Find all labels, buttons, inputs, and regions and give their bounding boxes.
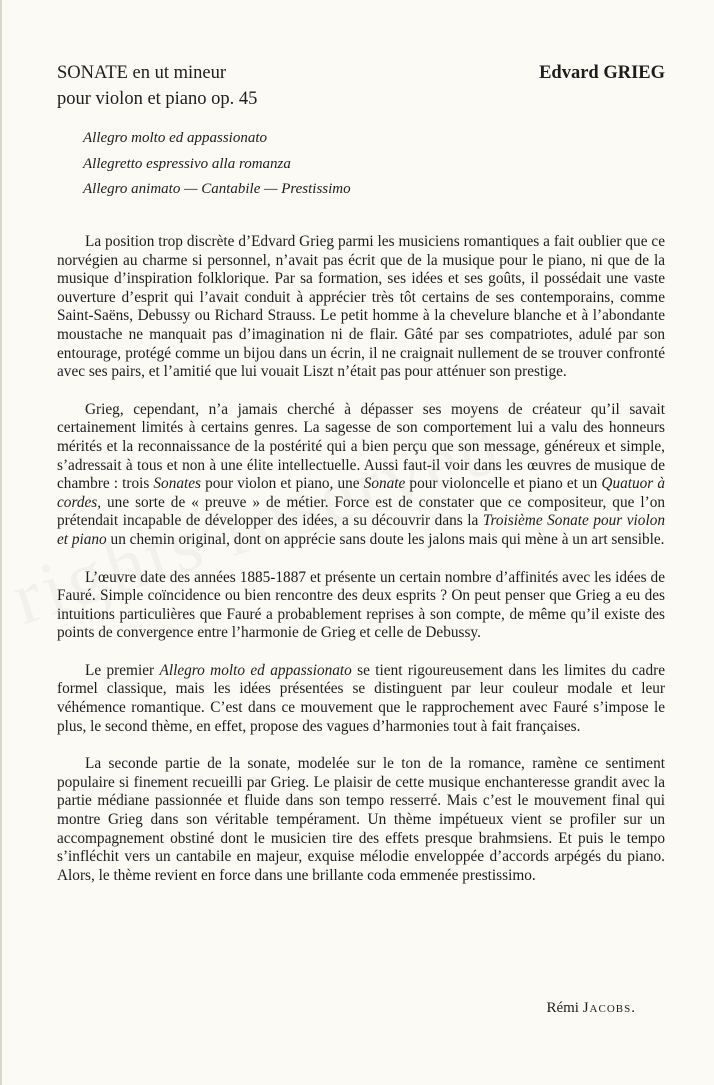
movement-1: Allegro molto ed appassionato xyxy=(83,130,268,146)
paragraph-3: L’œuvre date des années 1885-1887 et présente un certain nombre d’affinités avec les idées de Fauré. Simple coïncidence ou bien rencontre des deux esprits ? On peut penser que Grieg a eu des intuitions particulières que Fauré a probablement reprises à son compte, de même qu’il existe des points de convergence entre l’harmonie de Grieg et celle de Debussy. xyxy=(57,568,665,642)
movement-list xyxy=(83,126,351,203)
paragraph-1: La position trop discrète d’Edvard Grieg parmi les musiciens romantiques a fait oublier que ce norvégien au charme si personnel, n’avait pas écrit que de la musique pour le piano, ni que de la musique d’inspiration folklorique. Par sa formation, ses idées et ses goûts, il possédait une vaste ouverture d’esprit qui l’avait conduit à apprécier très tôt certains de ses contemporains, comme Saint-Saëns, Debussy ou Richard Strauss. Le petit homme à la chevelure blanche et à l’abondante moustache ne manquait pas d’imagination ni de flair. Gâté par ses compatriotes, adulé par son entourage, protégé comme un bijou dans un écrin, il ne craignait nullement de se trouver confronté avec ses pairs, et l’amitié que lui vouait Liszt n’était pas pour atténuer son prestige. xyxy=(57,233,665,381)
paragraph-2-text: une sorte de « preuve » de métier. Force est de constater que ce compositeur, que l’on prétendait incapable de développer des idées, a su découvrir dans la xyxy=(57,493,665,530)
work-title-line-2: pour violon et piano op. 45 xyxy=(57,89,258,109)
paragraph-2-text: pour violon et piano, une xyxy=(201,475,364,493)
movement-2: Allegretto espressivo alla romanza xyxy=(83,155,291,172)
paragraph-5: La seconde partie de la sonate, modelée sur le ton de la romance, ramène ce sentiment populaire si finement recueilli par Grieg. Le plaisir de cette musique enchanteresse grandit avec la partie médiane passionnée et fluide dans son tempo resserré. Mais c’est le mouvement final qui montre Grieg dans son véritable tempérament. Un thème impétueux vient se profiler sur un accompagnement obstiné dont le musicien tire des effets presque brahmsiens. Et puis le tempo s’infléchit vers un cantabile en majeur, exquise mélodie enveloppée d’accords arpégés du piano. Alors, le thème revient en force dans une brillante coda emmenée prestissimo. xyxy=(57,755,665,884)
author-signature xyxy=(546,1000,636,1017)
composer-name: Edvard GRIEG xyxy=(539,63,665,83)
author-last-name: Jacobs. xyxy=(582,1000,636,1016)
paragraph-2-text: Grieg, cependant, n’a jamais cherché à dépasser ses moyens de créateur qu’il savait certainement limités à certains genres. La sagesse de son comportement lui a valu des honneurs mérités et la reconnaissance de la postérité qui a bien perçu que son message, généreux et simple, s’adressait à tous et non à une élite intellectuelle. Aussi faut-il voir dans les œuvres de musique de chambre : trois xyxy=(57,400,665,493)
header xyxy=(57,60,665,116)
paragraph-2-italic-sonate: Sonate xyxy=(363,475,406,493)
paragraph-4-italic-allegro: Allegro molto ed appassionato xyxy=(159,661,352,679)
work-title xyxy=(57,60,257,112)
paragraph-2-text: pour violoncelle et piano et un xyxy=(405,475,602,493)
paragraph-4 xyxy=(57,662,665,736)
paragraph-2 xyxy=(57,401,665,550)
paragraph-4-text: Le premier xyxy=(85,661,160,679)
paragraph-2-italic-troisieme: Troisième Sonate pour violon et piano xyxy=(57,512,665,548)
article-body xyxy=(57,233,665,904)
paragraph-4-text: se tient rigoureusement dans les limites du cadre formel classique, mais les idées présentées se distinguent par leur couleur modale et leur véhémence romantique. C’est dans ce mouvement que le rapprochement avec Fauré s’impose le plus, le second thème, en effet, propose des vagues d’harmonies tout à fait françaises. xyxy=(57,661,665,735)
movement-3: Allegro animato — Cantabile — Prestissimo xyxy=(83,181,351,197)
paragraph-2-italic-quatuor: Quatuor à cordes, xyxy=(57,475,665,511)
work-title-line-1: SONATE en ut mineur xyxy=(57,63,227,83)
paragraph-2-text: un chemin original, dont on apprécie sans doute les jalons mais qui mène à un art sensible. xyxy=(106,530,665,548)
author-first-name: Rémi xyxy=(546,1000,579,1016)
paragraph-2-italic-sonates: Sonates xyxy=(153,475,201,493)
